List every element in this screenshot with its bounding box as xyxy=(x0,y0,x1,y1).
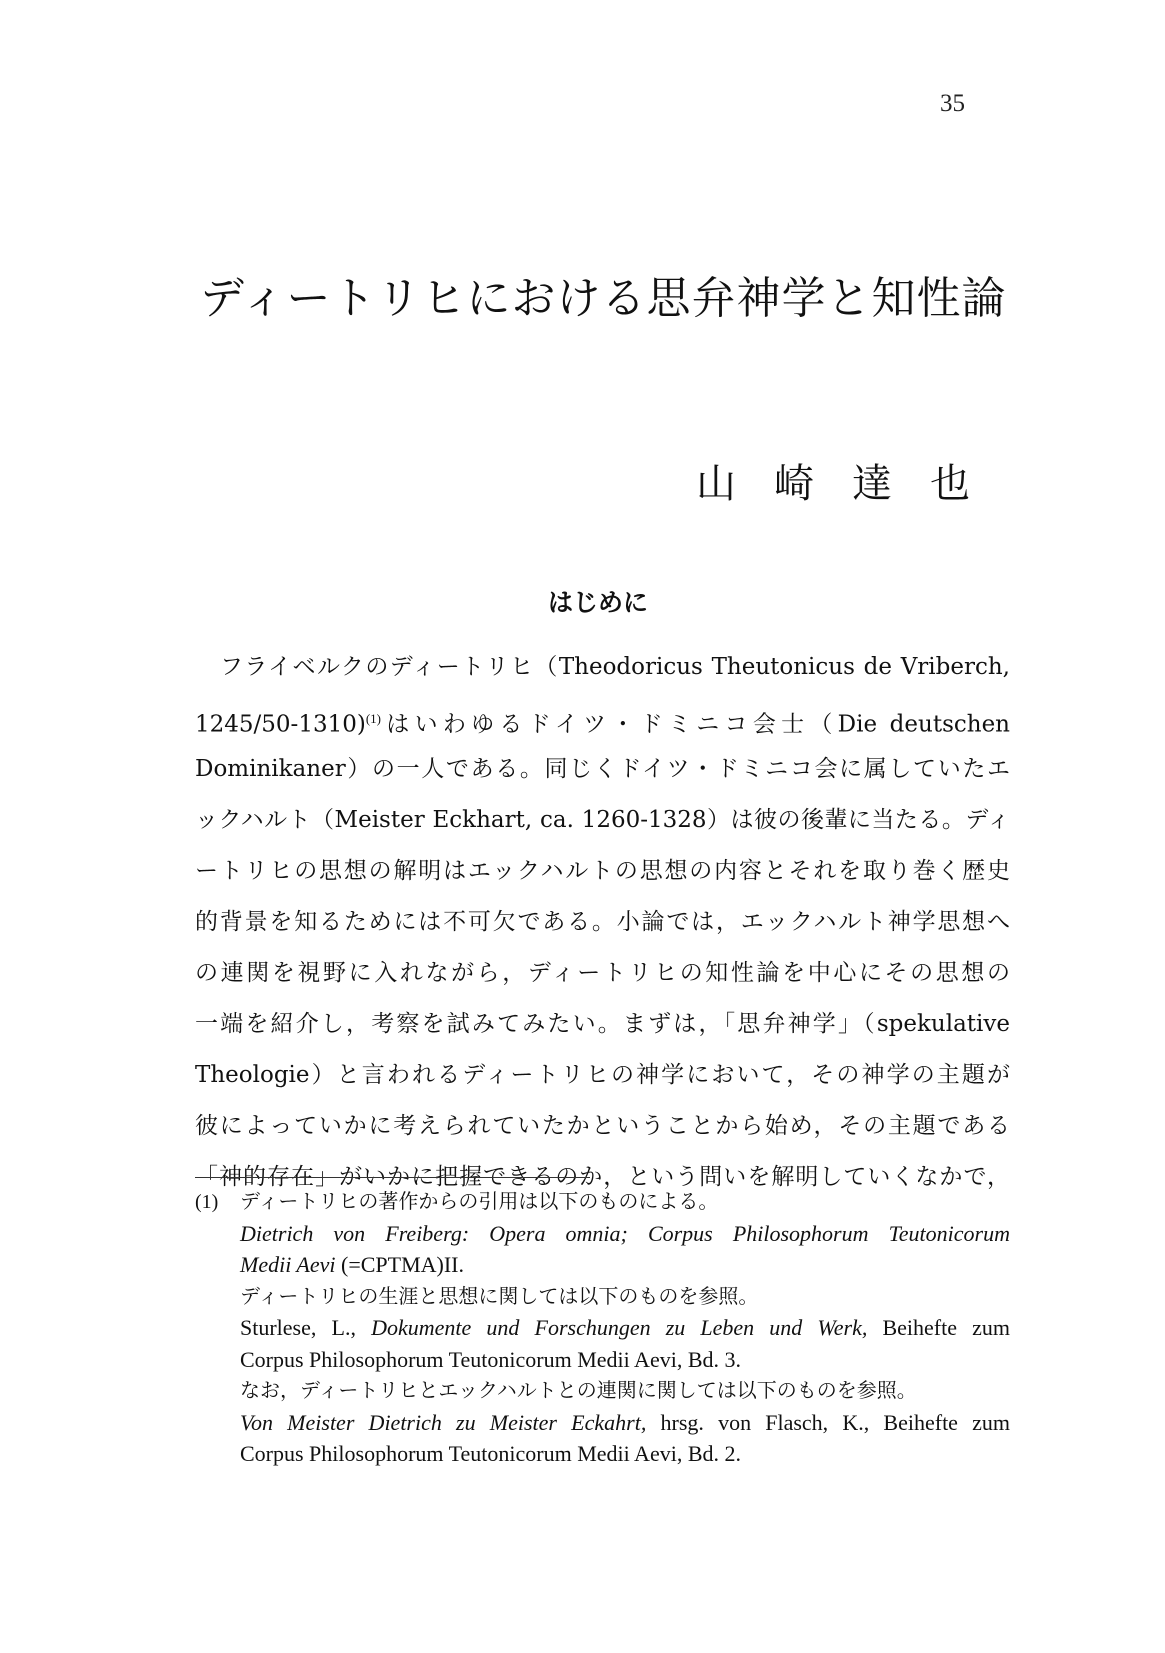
footnote-citation-title: Dietrich von Freiberg: Opera omnia; Corpus Philosophorum Teutonicorum xyxy=(240,1220,1010,1246)
body-line: 的背景を知るためには不可欠である。小論では，エックハルト神学思想へ xyxy=(195,909,1010,935)
footnote-text: ディートリヒの著作からの引用は以下のものによる。 xyxy=(240,1189,719,1213)
footnote-line xyxy=(195,1186,1010,1218)
body-line: 「神的存在」がいかに把握できるのか，という問いを解明していくなかで， xyxy=(195,1164,1010,1190)
footnote-line: Corpus Philosophorum Teutonicorum Medii Aevi, Bd. 3. xyxy=(240,1346,741,1372)
body-line xyxy=(195,693,1010,744)
footnote-divider xyxy=(195,1177,590,1178)
footnote-citation-title: Medii Aevi xyxy=(240,1252,336,1277)
footnote-author: Sturlese, L., xyxy=(240,1315,372,1340)
footnote-line xyxy=(195,1249,1010,1281)
body-line: の連関を視野に入れながら，ディートリヒの知性論を中心にその思想の xyxy=(195,960,1010,986)
body-line-part: 1245/50-1310) xyxy=(195,711,366,738)
article-title: ディートリヒにおける思弁神学と知性論 xyxy=(200,273,1007,324)
body-line: 一端を紹介し，考察を試みてみたい。まずは，「思弁神学」（spekulative xyxy=(195,1011,1010,1037)
footnote-line: Corpus Philosophorum Teutonicorum Medii Aevi, Bd. 2. xyxy=(240,1441,741,1466)
page-number: 35 xyxy=(940,90,965,117)
body-line: 彼によっていかに考えられていたかということから始め，その主題である xyxy=(195,1113,1010,1139)
author-char: 崎 xyxy=(774,461,814,507)
footnote-line: ディートリヒの生涯と思想に関しては以下のものを参照。 xyxy=(240,1283,759,1308)
body-line: Dominikaner）の一人である。同じくドイツ・ドミニコ会に属していたエ xyxy=(195,756,1010,782)
footnote-line: なお，ディートリヒとエックハルトとの連関に関しては以下のものを参照。 xyxy=(240,1378,917,1402)
footnote-text: (=CPTMA)II. xyxy=(335,1252,465,1277)
footnote-line xyxy=(195,1312,1010,1344)
body-line: ックハルト（Meister Eckhart, ca. 1260-1328）は彼の後輩に当たる。ディ xyxy=(195,807,1010,833)
footnotes xyxy=(195,1186,1010,1470)
body-text xyxy=(195,642,1010,1203)
body-line: ートリヒの思想の解明はエックハルトの思想の内容とそれを取り巻く歴史 xyxy=(195,858,1010,884)
author-char: 達 xyxy=(852,461,892,507)
footnote-text: hrsg. von Flasch, K., Beihefte zum xyxy=(646,1409,1011,1435)
footnote-citation-title: Von Meister Dietrich zu Meister Eckahrt, xyxy=(240,1409,647,1435)
footnote-reference: (1) xyxy=(365,711,381,726)
author-char: 也 xyxy=(930,461,970,507)
footnote-text: Beihefte zum xyxy=(867,1315,1010,1340)
author-char: 山 xyxy=(696,461,736,507)
footnote-line xyxy=(195,1407,1010,1439)
body-line: フライベルクのディートリヒ（Theodoricus Theutonicus de Vriberch, xyxy=(220,654,1010,680)
footnote-line xyxy=(195,1218,1010,1250)
section-heading: はじめに xyxy=(548,588,649,617)
footnote-citation-title: Dokumente und Forschungen zu Leben und Werk, xyxy=(371,1315,868,1340)
body-line-part: はいわゆるドイツ・ドミニコ会士（Die deutschen xyxy=(381,711,1010,738)
author-name xyxy=(696,452,1008,509)
body-line: Theologie）と言われるディートリヒの神学において，その神学の主題が xyxy=(195,1062,1010,1088)
footnote-label: (1) xyxy=(195,1191,219,1213)
